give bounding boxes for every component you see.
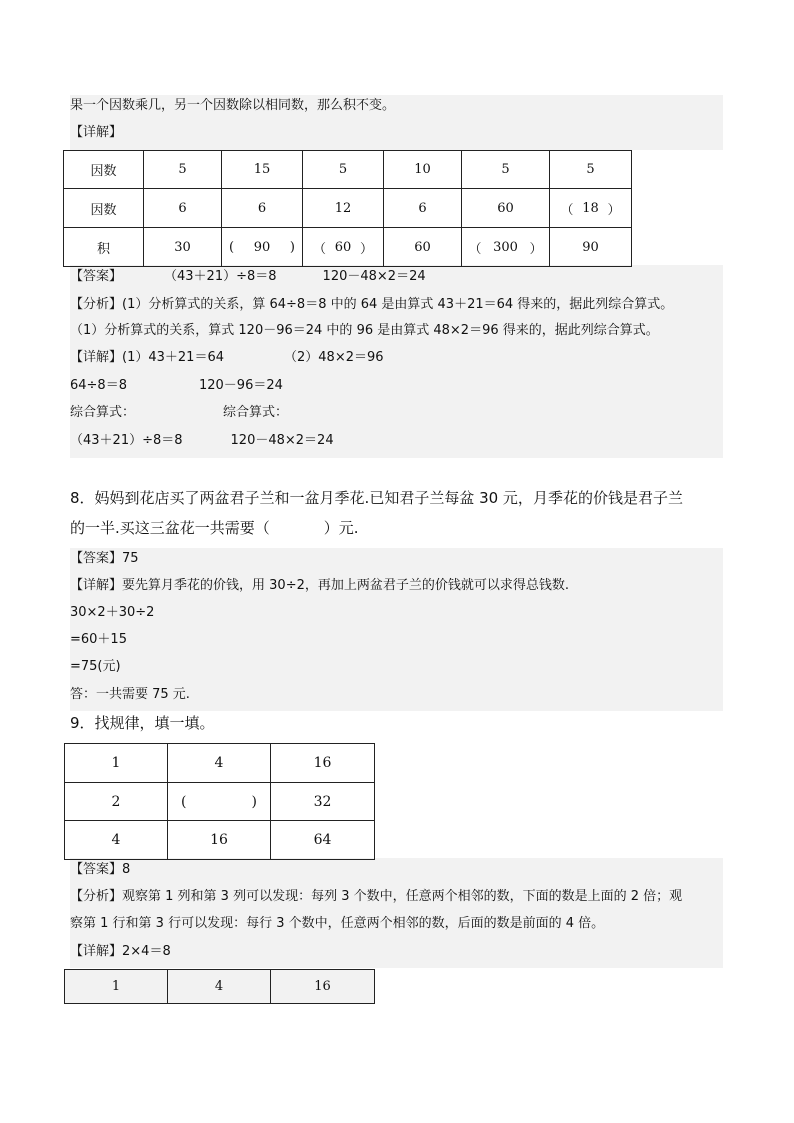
grid-cell: 16: [168, 821, 271, 860]
question-text: 的一半.买这三盆花一共需要（: [70, 519, 270, 537]
table-cell: 60: [384, 228, 462, 267]
detail-label: 【详解】: [70, 350, 123, 365]
answer-value: 75: [122, 551, 139, 566]
intro-line: 果一个因数乘几，另一个因数除以相同数，那么积不变。: [70, 98, 396, 113]
paren-right: ）: [607, 202, 621, 218]
q9-answer-line: [70, 861, 130, 879]
partial-grid: [64, 969, 375, 1004]
analysis-text: 观察第 1 列和第 3 列可以发现：每列 3 个数中，任意两个相邻的数，下面的数是上面的 2 倍；观: [122, 889, 683, 904]
paren-right: ）: [529, 241, 543, 257]
q8-answer-line: [70, 550, 139, 568]
detail-label: 【详解】: [70, 578, 123, 593]
grid-cell: 16: [271, 744, 375, 783]
q7-answer-line: [70, 268, 426, 286]
grid-row: [65, 970, 375, 1004]
pattern-grid: [64, 743, 375, 860]
grid-cell: 1: [65, 744, 168, 783]
table-cell: 30: [144, 228, 222, 267]
detail-expr: 2×4＝8: [122, 944, 171, 959]
paren-left: （: [468, 241, 482, 257]
table-cell: 12: [303, 189, 384, 228]
filled-value: 60: [334, 239, 352, 255]
grid-cell: 16: [271, 970, 375, 1004]
analysis-text: (1）分析算式的关系，算 64÷8＝8 中的 64 是由算式 43＋21＝64 得来的，据此列综合算式。: [122, 297, 674, 312]
q7-detail-line-2: [70, 377, 283, 395]
grid-cell: 4: [168, 970, 271, 1004]
q8-step-2: =60＋15: [70, 632, 127, 647]
detail-expr: 120－96＝24: [198, 378, 283, 393]
table-cell: 90: [550, 228, 632, 267]
detail-label: 【详解】: [70, 944, 123, 959]
grid-cell: 2: [65, 783, 168, 821]
answer-value: 8: [122, 862, 131, 877]
paren-left: （: [560, 202, 574, 218]
paren-left: （: [313, 241, 327, 257]
factor-table: [63, 150, 632, 267]
grid-cell: 32: [271, 783, 375, 821]
table-cell: 60: [462, 189, 550, 228]
analysis-label: 【分析】: [70, 889, 123, 904]
filled-value: 18: [582, 200, 599, 216]
grid-row: [65, 744, 375, 783]
answer-label: 【答案】: [70, 551, 123, 566]
detail-text: 综合算式：: [223, 405, 289, 420]
row-label: 积: [64, 228, 144, 267]
table-cell: 6: [384, 189, 462, 228]
detail-label-top: 【详解】: [70, 125, 123, 140]
grid-cell: 1: [65, 970, 168, 1004]
factor-row-3: [64, 228, 632, 267]
grid-cell: 4: [168, 744, 271, 783]
table-cell-filled: [462, 228, 550, 267]
answer-expr-a: （43＋21）÷8＝8: [164, 269, 277, 284]
row-label: 因数: [64, 189, 144, 228]
answer-label: 【答案】: [70, 862, 123, 877]
paren-right: ）: [359, 241, 373, 257]
q9-detail-line: [70, 943, 171, 961]
grid-cell: 4: [65, 821, 168, 860]
detail-expr: 120－48×2＝24: [230, 433, 334, 448]
filled-value: 300: [493, 239, 518, 255]
detail-expr: (1）43＋21＝64: [122, 350, 224, 365]
table-cell: 15: [222, 151, 303, 189]
q9-analysis-line-2: 察第 1 行和第 3 行可以发现：每行 3 个数中，任意两个相邻的数，后面的数是前面的 4 倍。: [70, 916, 605, 931]
paren-right: ): [251, 793, 257, 810]
detail-expr: （2）48×2＝96: [284, 350, 384, 365]
table-cell-filled: [222, 228, 303, 267]
detail-expr: （43＋21）÷8＝8: [70, 433, 183, 448]
table-cell: 5: [303, 151, 384, 189]
table-cell: 5: [550, 151, 632, 189]
grid-blank-cell[interactable]: [168, 783, 271, 821]
analysis-label: 【分析】: [70, 297, 123, 312]
grid-row: [65, 783, 375, 821]
q9-question: 9．找规律，填一填。: [70, 714, 215, 732]
paren-left: (: [229, 239, 235, 255]
paren-left: (: [181, 793, 187, 810]
grid-cell: 64: [271, 821, 375, 860]
table-cell: 5: [462, 151, 550, 189]
q7-detail-line-1: [70, 349, 384, 367]
q8-step-1: 30×2＋30÷2: [70, 605, 155, 620]
q8-question-line-1: 8．妈妈到花店买了两盆君子兰和一盆月季花.已知君子兰每盆 30 元，月季花的价钱是君子兰: [70, 489, 683, 507]
row-label: 因数: [64, 151, 144, 189]
factor-row-2: [64, 189, 632, 228]
q7-analysis-line-1: [70, 296, 673, 314]
detail-text: 要先算月季花的价钱，用 30÷2，再加上两盆君子兰的价钱就可以求得总钱数.: [122, 578, 569, 593]
factor-row-1: [64, 151, 632, 189]
grid-row: [65, 821, 375, 860]
filled-value: 90: [253, 239, 271, 255]
q8-step-3: =75(元): [70, 659, 121, 674]
answer-expr-b: 120－48×2＝24: [322, 269, 426, 284]
paren-right: ): [289, 239, 295, 255]
detail-expr: 64÷8＝8: [70, 378, 127, 393]
table-cell: 6: [222, 189, 303, 228]
table-cell: 5: [144, 151, 222, 189]
q9-analysis-line-1: [70, 888, 682, 906]
q8-question-line-2: [70, 517, 359, 539]
q7-analysis-line-2: （1）分析算式的关系，算式 120－96＝24 中的 96 是由算式 48×2＝96 得来的，据此列综合算式。: [70, 323, 659, 338]
answer-label: 【答案】: [70, 269, 123, 284]
table-cell-filled: [303, 228, 384, 267]
table-cell: 10: [384, 151, 462, 189]
q7-detail-line-3: [70, 404, 288, 422]
detail-text: 综合算式：: [70, 405, 136, 420]
q7-detail-line-4: [70, 432, 334, 450]
q8-final-answer: 答：一共需要 75 元.: [70, 687, 190, 702]
table-cell: 6: [144, 189, 222, 228]
table-cell-filled: [550, 189, 632, 228]
q8-detail-line: [70, 577, 569, 595]
question-text: ）元.: [323, 519, 359, 537]
